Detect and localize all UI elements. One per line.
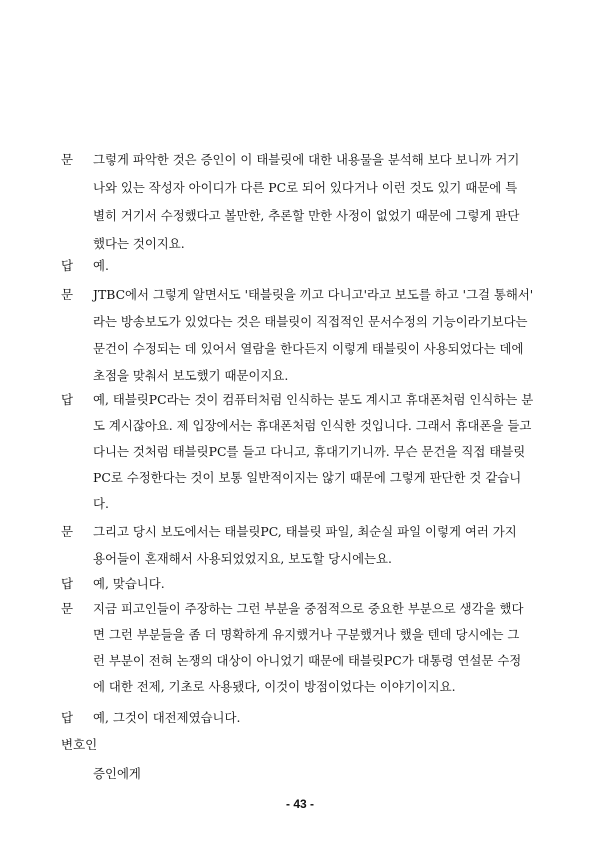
transcript-line: 문건이 수정되는 데 있어서 열람을 한다든지 이렇게 태블릿이 사용되었다는 데에 [93, 341, 524, 356]
speaker-label: 답 [61, 392, 74, 407]
transcript-line: 에 대한 전제, 기초로 사용됐다, 이것이 방점이었다는 이야기이지요. [93, 679, 456, 694]
transcript-line: 도 계시잖아요. 제 입장에서는 휴대폰처럼 인식한 것입니다. 그래서 휴대폰을 들고 [93, 418, 532, 433]
transcript-line: 면 그런 부분들을 좀 더 명확하게 유지했거나 구분했거나 했을 텐데 당시에는 그 [93, 627, 520, 642]
transcript-line: 예. [93, 258, 109, 273]
transcript-line: JTBC에서 그렇게 알면서도 '태블릿을 끼고 다니고'라고 보도를 하고 '그걸 통해서' [93, 287, 534, 302]
transcript-line: 라는 방송보도가 있었다는 것은 태블릿이 직접적인 문서수정의 기능이라기보다는 [93, 314, 528, 329]
transcript-line: 예, 그것이 대전제였습니다. [93, 710, 241, 725]
transcript-line: 예, 맞습니다. [93, 576, 165, 591]
lawyer-label: 변호인 [61, 737, 98, 752]
transcript-line: 지금 피고인들이 주장하는 그런 부분을 중점적으로 중요한 부분으로 생각을 했다 [93, 601, 524, 616]
transcript-line: 예, 태블릿PC라는 것이 컴퓨터처럼 인식하는 분도 계시고 휴대폰처럼 인식하는 분 [93, 392, 534, 407]
transcript-line: 초점을 맞춰서 보도했기 때문이지요. [93, 368, 289, 383]
lawyer-line: 증인에게 [93, 766, 141, 781]
transcript-line: PC로 수정한다는 것이 보통 일반적이지는 않기 때문에 그렇게 판단한 것 같습니 [93, 470, 522, 485]
speaker-label: 답 [61, 710, 74, 725]
transcript-line: 그리고 당시 보도에서는 태블릿PC, 태블릿 파일, 최순실 파일 이렇게 여러 가지 [93, 524, 517, 539]
transcript-line: 그렇게 파악한 것은 증인이 이 태블릿에 대한 내용물을 분석해 보다 보니까 거기 [93, 152, 520, 167]
speaker-label: 문 [61, 287, 74, 302]
speaker-label: 답 [61, 576, 74, 591]
transcript-line: 런 부분이 전혀 논쟁의 대상이 아니었기 때문에 태블릿PC가 대통령 연설문 수정 [93, 653, 522, 668]
speaker-label: 문 [61, 524, 74, 539]
speaker-label: 답 [61, 258, 74, 273]
transcript-line: 나와 있는 작성자 아이디가 다른 PC로 되어 있다거나 이런 것도 있기 때문에 특 [93, 180, 518, 195]
transcript-line: 했다는 것이지요. [93, 236, 185, 251]
speaker-label: 문 [61, 152, 74, 167]
transcript-line: 용어들이 혼재해서 사용되었었지요, 보도할 당시에는요. [93, 551, 392, 566]
page-number: - 43 - [285, 797, 314, 811]
transcript-line: 다니는 것처럼 태블릿PC를 들고 다니고, 휴대기기니까. 무슨 문건을 직접 태블릿 [93, 444, 526, 459]
transcript-line: 별히 거기서 수정했다고 볼만한, 추론할 만한 사정이 없었기 때문에 그렇게 판단 [93, 208, 520, 223]
speaker-label: 문 [61, 601, 74, 616]
transcript-line: 다. [93, 496, 109, 511]
